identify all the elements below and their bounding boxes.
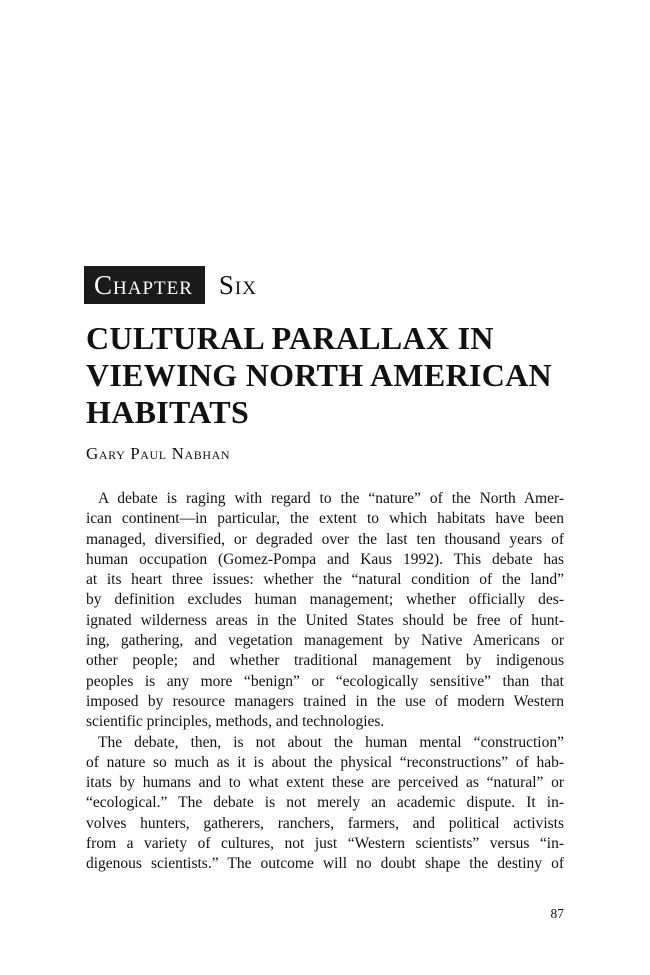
chapter-label: Chapter: [84, 266, 205, 304]
body-line: digenous scientists.” The outcome will no doubt shape the destiny of: [86, 855, 564, 873]
body-line: from a variety of cultures, not just “Western scientists” versus “in-: [86, 835, 564, 853]
body-line: by definition excludes human management; whether officially des-: [86, 591, 564, 609]
author-name: Gary Paul Nabhan: [86, 444, 231, 463]
article-title: [86, 320, 606, 431]
page-number: 87: [550, 906, 564, 921]
chapter-heading: [84, 266, 257, 304]
title-line: VIEWING NORTH AMERICAN: [86, 357, 552, 393]
body-line: of nature so much as it is about the physical “reconstructions” of hab-: [86, 753, 564, 771]
body-line: “ecological.” The debate is not merely an academic dispute. It in-: [86, 794, 564, 812]
title-line: CULTURAL PARALLAX IN: [86, 320, 494, 356]
body-line: ing, gathering, and vegetation management by Native Americans or: [86, 632, 564, 650]
body-line: ican continent—in particular, the extent to which habitats have been: [86, 510, 564, 528]
body-line: at its heart three issues: whether the “natural condition of the land”: [86, 571, 564, 589]
body-text: [86, 489, 564, 875]
body-line: scientific principles, methods, and technologies.: [86, 713, 385, 731]
body-line: imposed by resource managers trained in the use of modern Western: [86, 692, 564, 710]
body-line: volves hunters, gatherers, ranchers, farmers, and political activists: [86, 814, 564, 832]
body-line: itats by humans and to what extent these are perceived as “natural” or: [86, 774, 564, 792]
body-line: ignated wilderness areas in the United States should be free of hunt-: [86, 611, 564, 629]
title-line: HABITATS: [86, 394, 250, 430]
body-line: managed, diversified, or degraded over the last ten thousand years of: [86, 530, 564, 548]
body-line: The debate, then, is not about the human mental “construction”: [98, 733, 564, 751]
chapter-number: Six: [218, 269, 257, 300]
body-line: A debate is raging with regard to the “nature” of the North Amer-: [98, 490, 564, 507]
body-line: human occupation (Gomez-Pompa and Kaus 1992). This debate has: [86, 550, 564, 568]
body-line: peoples is any more “benign” or “ecologically sensitive” than that: [86, 672, 564, 690]
body-line: other people; and whether traditional management by indigenous: [86, 652, 564, 670]
